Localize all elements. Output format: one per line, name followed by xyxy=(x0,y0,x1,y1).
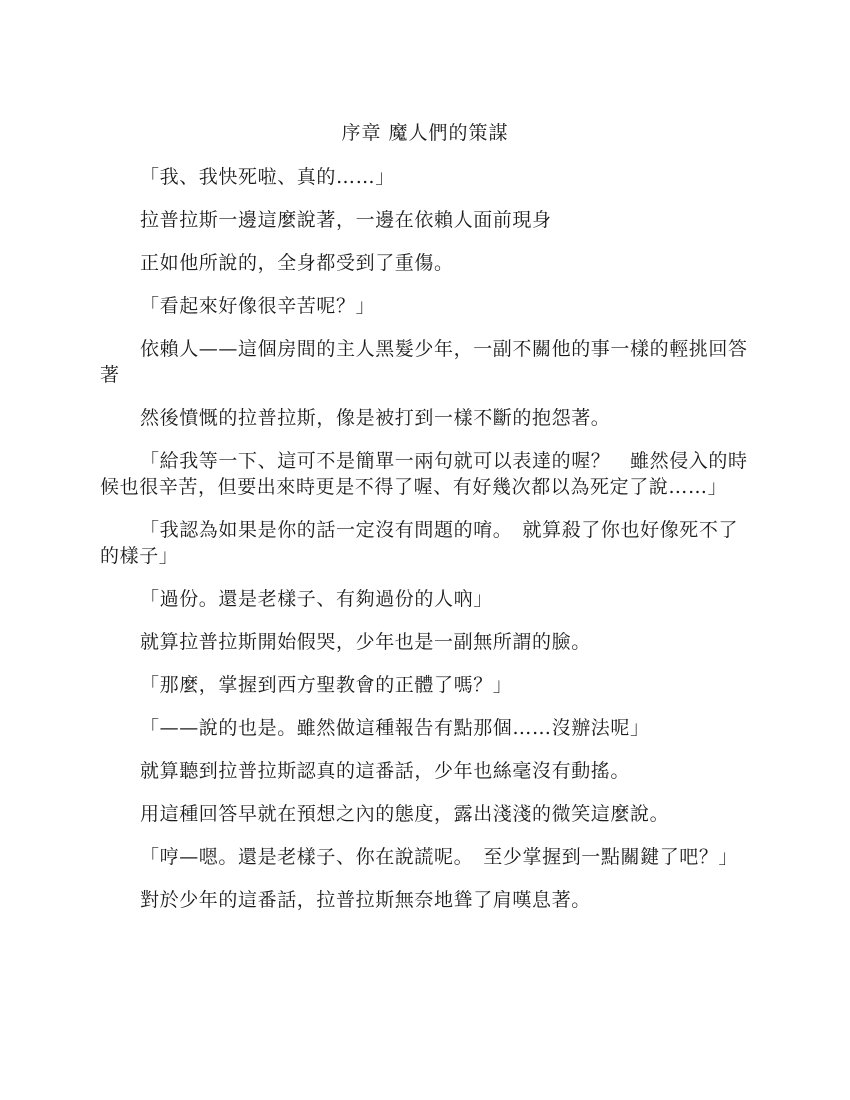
paragraph: 「看起來好像很辛苦呢？」 xyxy=(140,295,376,317)
paragraph: 然後憤慨的拉普拉斯，像是被打到一樣不斷的抱怨著。 xyxy=(140,407,611,429)
paragraph: 拉普拉斯一邊這麼說著，一邊在依賴人面前現身 xyxy=(140,209,552,231)
paragraph: 「我、我快死啦、真的……」 xyxy=(140,166,395,188)
paragraph: 就算聽到拉普拉斯認真的這番話，少年也絲毫沒有動搖。 xyxy=(140,760,631,782)
paragraph: 「給我等一下、這可不是簡單一兩句就可以表達的喔？ 雖然侵入的時候也很辛苦，但要出來時更是不得了喔、有好幾次都以為死定了說……」 xyxy=(100,450,748,498)
paragraph: 用這種回答早就在預想之內的態度，露出淺淺的微笑這麼說。 xyxy=(140,803,670,825)
paragraph: 「——說的也是。雖然做這種報告有點那個……沒辦法呢」 xyxy=(140,717,650,739)
paragraph: 就算拉普拉斯開始假哭，少年也是一副無所謂的臉。 xyxy=(140,631,591,653)
paragraph: 正如他所說的，全身都受到了重傷。 xyxy=(140,252,454,274)
document-body xyxy=(100,164,756,930)
paragraph: 依賴人——這個房間的主人黑髮少年，一副不關他的事一樣的輕挑回答著 xyxy=(100,338,748,386)
paragraph: 「那麼，掌握到西方聖教會的正體了嗎？」 xyxy=(140,674,513,696)
paragraph: 「哼—嗯。還是老樣子、你在說謊呢。 至少掌握到一點關鍵了吧？」 xyxy=(140,846,739,868)
chapter-title: 序章 魔人們的策謀 xyxy=(341,122,509,144)
paragraph: 「我認為如果是你的話一定沒有問題的唷。 就算殺了你也好像死不了的樣子」 xyxy=(100,519,739,567)
paragraph: 對於少年的這番話，拉普拉斯無奈地聳了肩嘆息著。 xyxy=(140,889,591,911)
paragraph: 「過份。還是老樣子、有夠過份的人吶」 xyxy=(140,588,493,610)
